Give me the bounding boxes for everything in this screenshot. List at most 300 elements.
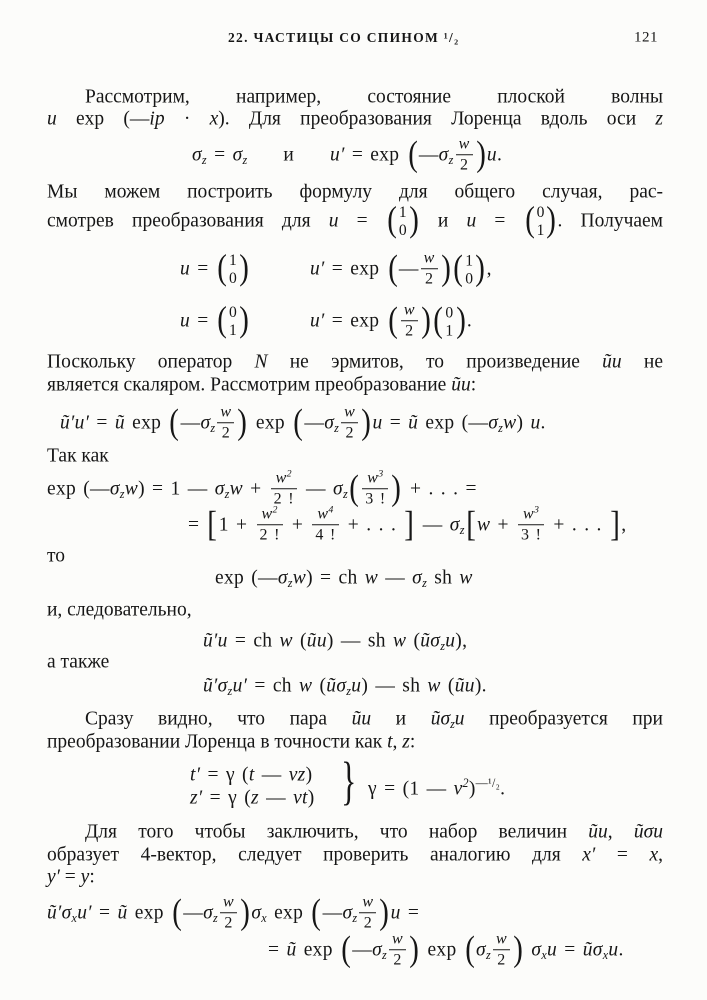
equation bbox=[180, 299, 250, 340]
symbol-base: N bbox=[254, 351, 268, 373]
text-run: образует 4-вектор, следует проверить аналогию для bbox=[47, 844, 583, 866]
math-variable bbox=[445, 630, 455, 651]
left-paren: ( bbox=[524, 199, 535, 240]
text-run: — bbox=[352, 939, 373, 961]
large-delimiter: ( bbox=[311, 891, 322, 932]
symbol-base: σ bbox=[192, 144, 202, 166]
symbol-base: σ bbox=[232, 144, 243, 166]
text-run: Мы можем построить формулу для общего случая, рас- bbox=[47, 181, 663, 203]
equation bbox=[310, 299, 473, 341]
symbol-base: x′ bbox=[582, 844, 596, 866]
math-variable bbox=[459, 136, 470, 153]
math-variable bbox=[203, 675, 218, 696]
math-variable bbox=[547, 939, 557, 960]
math-variable bbox=[220, 404, 231, 421]
math-variable bbox=[438, 144, 454, 168]
math-variable bbox=[333, 478, 348, 502]
math-variable bbox=[430, 630, 446, 654]
fraction-numerator bbox=[493, 931, 510, 950]
text-run: exp bbox=[124, 412, 169, 434]
text-run: не эрмитов, то произведение bbox=[267, 351, 603, 373]
symbol-base: w bbox=[392, 930, 403, 948]
math-variable bbox=[391, 902, 401, 923]
vector-entries bbox=[229, 304, 237, 340]
math-variable bbox=[455, 708, 465, 729]
symbol-base: w bbox=[364, 567, 379, 589]
text-run: exp bbox=[127, 902, 171, 924]
vector-entry: 1 bbox=[445, 321, 454, 339]
text-run: = bbox=[382, 412, 409, 434]
math-variable bbox=[299, 675, 312, 696]
math-variable bbox=[61, 902, 78, 926]
text-run: = ch bbox=[227, 630, 280, 652]
text-run: — bbox=[183, 902, 204, 924]
fraction-denominator bbox=[422, 269, 436, 287]
math-variable bbox=[592, 939, 609, 963]
vector-entries bbox=[399, 204, 407, 240]
text-line bbox=[47, 650, 663, 673]
math-variable bbox=[317, 506, 333, 523]
fraction-denominator bbox=[343, 423, 357, 441]
symbol-base: ũu bbox=[588, 821, 608, 843]
math-variable bbox=[530, 412, 540, 433]
symbol-base: σ bbox=[251, 902, 262, 924]
symbol-base: σ bbox=[61, 902, 72, 924]
math-variable bbox=[523, 506, 539, 523]
subscript: z bbox=[224, 487, 230, 502]
math-variable bbox=[149, 108, 164, 129]
symbol-base: σ bbox=[592, 939, 603, 961]
math-variable bbox=[190, 787, 202, 808]
math-variable bbox=[203, 902, 219, 926]
left-paren: ( bbox=[387, 199, 397, 240]
text-run: 2 bbox=[393, 950, 402, 968]
text-run: + . . . bbox=[546, 514, 609, 536]
column-vector bbox=[386, 199, 420, 240]
text-run: и, следовательно, bbox=[47, 599, 192, 621]
subscript: z bbox=[119, 487, 125, 502]
running-header-title: 22. ЧАСТИЦЫ СО СПИНОМ ¹/₂ bbox=[228, 30, 460, 45]
large-delimiter: ( bbox=[387, 299, 398, 340]
text-run: — bbox=[298, 478, 334, 500]
math-variable bbox=[210, 108, 219, 129]
math-variable bbox=[342, 902, 358, 926]
text-run: + bbox=[242, 478, 269, 500]
subscript: z bbox=[287, 576, 293, 591]
symbol-base: vt bbox=[293, 787, 308, 809]
subscript: x bbox=[71, 911, 78, 926]
text-run: — bbox=[418, 144, 439, 166]
superscript: 3 bbox=[533, 504, 540, 516]
symbol-base: σ bbox=[412, 567, 423, 589]
symbol-base: x bbox=[209, 108, 219, 130]
large-delimiter: ] bbox=[404, 503, 415, 544]
equation bbox=[203, 674, 487, 697]
math-variable bbox=[488, 412, 504, 436]
math-variable bbox=[352, 708, 372, 729]
subscript: z bbox=[242, 153, 248, 168]
text-line bbox=[85, 85, 663, 108]
text-run: ) = ch bbox=[306, 567, 365, 589]
column-vector bbox=[216, 247, 251, 288]
math-variable bbox=[286, 939, 296, 960]
fraction-numerator bbox=[421, 250, 438, 269]
fraction-denominator bbox=[390, 950, 404, 968]
right-paren: ) bbox=[455, 299, 466, 340]
math-variable bbox=[261, 506, 277, 523]
column-vector bbox=[524, 199, 558, 240]
math-variable bbox=[289, 764, 306, 785]
symbol-base: z bbox=[402, 731, 410, 753]
math-variable bbox=[293, 567, 306, 588]
math-variable bbox=[427, 675, 440, 696]
text-run: = γ ( bbox=[202, 787, 252, 809]
math-variable bbox=[230, 478, 243, 499]
text-run: не bbox=[621, 351, 663, 373]
text-run: 2 bbox=[221, 423, 231, 441]
text-run: Поскольку оператор bbox=[47, 351, 255, 373]
symbol-base: w bbox=[458, 135, 470, 153]
fraction bbox=[389, 931, 406, 969]
text-run: = exp bbox=[324, 258, 387, 280]
math-variable bbox=[203, 630, 228, 651]
subscript: z bbox=[382, 948, 388, 963]
text-run: 3 ! bbox=[520, 525, 542, 543]
superscript: 2 bbox=[462, 776, 469, 791]
symbol-base: σ bbox=[372, 939, 382, 961]
math-variable bbox=[487, 144, 497, 165]
math-variable bbox=[476, 939, 491, 963]
symbol-base: u bbox=[351, 675, 362, 697]
text-run: ( bbox=[312, 675, 327, 697]
superscript: 2 bbox=[286, 468, 292, 480]
symbol-base: σ bbox=[277, 567, 288, 589]
text-run: является скаляром. Рассмотрим преобразование bbox=[47, 374, 452, 396]
text-run: = bbox=[190, 310, 216, 332]
text-run: = bbox=[188, 514, 207, 536]
equation bbox=[268, 928, 624, 970]
vector-entry: 1 bbox=[398, 204, 407, 222]
math-variable bbox=[125, 478, 138, 499]
text-run: = bbox=[268, 939, 287, 961]
math-variable bbox=[190, 764, 200, 785]
text-run: — bbox=[378, 567, 413, 589]
math-variable bbox=[118, 902, 128, 923]
symbol-base: u bbox=[47, 108, 57, 130]
symbol-base: u bbox=[328, 210, 339, 232]
symbol-base: w bbox=[223, 893, 234, 911]
fraction-numerator bbox=[359, 894, 376, 913]
subscript: z bbox=[210, 421, 216, 436]
large-delimiter: ( bbox=[293, 401, 304, 442]
math-variable bbox=[467, 210, 477, 231]
vector-entry: 0 bbox=[229, 269, 238, 287]
equation bbox=[203, 629, 467, 652]
math-variable bbox=[293, 787, 308, 808]
symbol-base: w bbox=[344, 403, 356, 421]
text-run: 2 bbox=[459, 155, 469, 173]
text-run: ) = 1 — bbox=[138, 478, 215, 500]
subscript: z bbox=[227, 684, 233, 699]
text-run: ( bbox=[440, 675, 455, 697]
symbol-base: ũ bbox=[117, 902, 128, 924]
vector-entries bbox=[465, 252, 473, 288]
symbol-base: σ bbox=[109, 478, 120, 500]
symbol-base: z bbox=[251, 787, 259, 809]
text-run: 2 ! bbox=[273, 489, 294, 507]
symbol-base: w bbox=[124, 478, 139, 500]
text-run: · bbox=[164, 108, 210, 130]
left-paren: ( bbox=[216, 299, 227, 340]
fraction bbox=[421, 250, 438, 288]
text-run: . bbox=[500, 778, 506, 800]
math-variable bbox=[47, 866, 60, 887]
symbol-base: w bbox=[495, 930, 507, 948]
vector-entry: 0 bbox=[398, 221, 407, 239]
text-run: exp (— bbox=[418, 412, 489, 434]
text-run: ), bbox=[455, 630, 468, 652]
vector-entries bbox=[229, 252, 237, 288]
subscript: z bbox=[450, 717, 455, 732]
text-run: преобразовании Лоренца в точности как bbox=[47, 731, 388, 753]
symbol-base: w bbox=[362, 893, 374, 911]
fraction-numerator bbox=[257, 506, 283, 525]
symbol-base: σ bbox=[531, 939, 542, 961]
subscript: z bbox=[440, 639, 446, 654]
math-variable bbox=[255, 351, 268, 372]
text-run: : bbox=[89, 866, 95, 888]
text-line bbox=[47, 598, 663, 621]
text-run: , bbox=[486, 258, 492, 280]
symbol-base: σ bbox=[440, 708, 451, 730]
text-run: : bbox=[409, 731, 416, 753]
text-line bbox=[47, 180, 663, 203]
large-delimiter: ( bbox=[464, 928, 475, 969]
right-paren: ) bbox=[239, 247, 250, 288]
text-run: и bbox=[419, 210, 467, 232]
math-variable bbox=[109, 478, 125, 502]
symbol-base: vz bbox=[288, 764, 306, 786]
symbol-base: w bbox=[503, 412, 517, 434]
equation bbox=[188, 503, 627, 545]
text-line bbox=[47, 843, 663, 866]
subscript: z bbox=[459, 523, 465, 538]
text-run: . Получаем bbox=[557, 210, 664, 232]
text-run: exp bbox=[420, 939, 464, 961]
symbol-base: z′ bbox=[190, 787, 203, 809]
symbol-base: w bbox=[423, 249, 435, 267]
text-run: , bbox=[621, 514, 627, 536]
left-paren: ( bbox=[433, 299, 444, 340]
text-run: sh bbox=[427, 567, 460, 589]
subscript: x bbox=[602, 948, 609, 963]
math-variable bbox=[251, 902, 267, 926]
fraction-numerator bbox=[271, 470, 297, 489]
text-run: = bbox=[338, 210, 386, 232]
equation bbox=[310, 247, 492, 289]
fraction bbox=[271, 470, 297, 508]
symbol-base: u bbox=[547, 939, 558, 961]
text-run: exp bbox=[266, 902, 311, 924]
symbol-base: ũ bbox=[582, 939, 593, 961]
math-variable bbox=[588, 821, 608, 842]
equation bbox=[60, 401, 546, 443]
text-run: = γ ( bbox=[200, 764, 249, 786]
subscript: z bbox=[448, 153, 454, 168]
text-run: то bbox=[47, 545, 66, 567]
text-line bbox=[47, 373, 663, 396]
large-delimiter: ) bbox=[379, 891, 390, 932]
math-variable bbox=[582, 844, 595, 865]
symbol-base: u bbox=[486, 144, 497, 166]
symbol-base: u′ bbox=[232, 675, 248, 697]
fraction-numerator bbox=[312, 506, 338, 525]
text-line bbox=[85, 707, 663, 730]
fraction-numerator bbox=[389, 931, 406, 950]
symbol-base: w bbox=[299, 675, 313, 697]
math-variable bbox=[192, 144, 207, 168]
symbol-base: u bbox=[445, 630, 456, 652]
symbol-base: ũ bbox=[286, 939, 297, 961]
symbol-base: σ bbox=[488, 412, 499, 434]
equation bbox=[190, 786, 315, 809]
symbol-base: y bbox=[80, 866, 90, 888]
large-delimiter: ) bbox=[240, 891, 251, 932]
large-delimiter: ( bbox=[169, 401, 180, 442]
large-delimiter: ) bbox=[421, 299, 431, 340]
superscript: 2 bbox=[272, 504, 278, 516]
symbol-base: t′ bbox=[190, 764, 201, 786]
symbol-base: z bbox=[655, 108, 663, 130]
text-run: = bbox=[400, 902, 420, 924]
math-variable bbox=[77, 902, 92, 923]
text-run: смотрев преобразования для bbox=[47, 210, 329, 232]
text-run: exp (— bbox=[56, 108, 150, 130]
fraction bbox=[359, 894, 376, 932]
math-variable bbox=[60, 412, 89, 433]
math-variable bbox=[336, 675, 352, 699]
symbol-base: w bbox=[261, 505, 273, 523]
symbol-base: ) bbox=[468, 778, 476, 800]
text-run: = bbox=[595, 844, 650, 866]
math-variable bbox=[351, 675, 361, 696]
large-delimiter: ) bbox=[237, 401, 248, 442]
math-variable bbox=[404, 302, 415, 319]
text-line bbox=[85, 820, 663, 843]
math-variable bbox=[310, 310, 325, 331]
math-variable bbox=[408, 412, 418, 433]
text-run: = ch bbox=[247, 675, 300, 697]
symbol-base: σ bbox=[430, 630, 441, 652]
math-variable bbox=[223, 894, 234, 911]
symbol-base: w bbox=[279, 630, 293, 652]
text-line bbox=[47, 350, 663, 373]
large-delimiter: } bbox=[341, 752, 357, 811]
fraction-denominator bbox=[312, 525, 338, 543]
text-run: Сразу видно, что пара bbox=[85, 708, 352, 730]
equation bbox=[192, 133, 503, 175]
math-variable bbox=[634, 821, 663, 842]
equation-brace bbox=[336, 752, 362, 813]
large-delimiter: ( bbox=[349, 467, 360, 508]
column-vector bbox=[452, 247, 487, 288]
text-run: : bbox=[470, 374, 477, 396]
symbol-base: ũ′u′ bbox=[60, 412, 90, 434]
math-variable bbox=[459, 567, 472, 588]
text-run: = bbox=[476, 210, 524, 232]
text-run: Рассмотрим, например, состояние плоской волны bbox=[85, 86, 663, 108]
symbol-base: σ bbox=[342, 902, 353, 924]
text-run: + bbox=[284, 514, 311, 536]
vector-entry: 0 bbox=[229, 304, 238, 322]
symbol-base: w bbox=[275, 469, 287, 487]
page-number: 121 bbox=[634, 29, 658, 46]
text-line bbox=[47, 444, 663, 467]
symbol-base: w bbox=[459, 567, 473, 589]
text-line bbox=[47, 199, 664, 240]
large-delimiter: ) bbox=[475, 133, 486, 174]
math-variable bbox=[496, 931, 507, 948]
text-run: γ = (1 — bbox=[368, 778, 454, 800]
symbol-base: u bbox=[372, 412, 383, 434]
text-run: — bbox=[254, 764, 289, 786]
right-paren: ) bbox=[546, 199, 557, 240]
text-run: exp bbox=[296, 939, 340, 961]
symbol-base: y′ bbox=[47, 866, 60, 888]
symbol-base: ũ′u bbox=[203, 630, 228, 652]
math-variable bbox=[330, 144, 345, 165]
symbol-base: ũ bbox=[430, 708, 441, 730]
text-run: 2 bbox=[405, 321, 414, 339]
text-run: 4 ! bbox=[315, 525, 336, 543]
subscript: x bbox=[541, 948, 548, 963]
left-paren: ( bbox=[453, 247, 464, 288]
subscript: z bbox=[422, 576, 428, 591]
symbol-base: u bbox=[608, 939, 619, 961]
symbol-base: ũ′ bbox=[47, 902, 62, 924]
symbol-base: σ bbox=[200, 412, 211, 434]
fraction bbox=[220, 894, 237, 932]
symbol-base: u bbox=[530, 412, 541, 434]
text-run: + . . . bbox=[340, 514, 404, 536]
fraction-numerator bbox=[401, 302, 418, 321]
large-delimiter: ( bbox=[407, 133, 418, 174]
math-variable bbox=[367, 470, 383, 487]
symbol-base: u bbox=[466, 210, 477, 232]
text-run: преобразуется при bbox=[464, 708, 663, 730]
large-delimiter: ) bbox=[361, 401, 372, 442]
fraction bbox=[401, 302, 418, 340]
math-variable bbox=[531, 939, 548, 963]
math-variable bbox=[431, 708, 441, 729]
math-variable bbox=[454, 778, 469, 799]
symbol-base: u′ bbox=[310, 310, 325, 332]
math-variable bbox=[392, 931, 403, 948]
text-run: и bbox=[247, 144, 331, 166]
vector-entry: 1 bbox=[536, 221, 545, 239]
text-run: — bbox=[180, 412, 201, 434]
fraction-numerator bbox=[341, 404, 358, 423]
symbol-base: w bbox=[477, 514, 491, 536]
text-run: exp (— bbox=[215, 567, 278, 589]
text-run: + . . . = bbox=[402, 478, 477, 500]
symbol-base: ũ bbox=[326, 675, 337, 697]
equation bbox=[180, 247, 250, 288]
math-variable bbox=[47, 902, 62, 923]
vector-entry: 0 bbox=[445, 304, 454, 322]
math-variable bbox=[420, 630, 430, 651]
symbol-base: u′ bbox=[330, 144, 345, 166]
